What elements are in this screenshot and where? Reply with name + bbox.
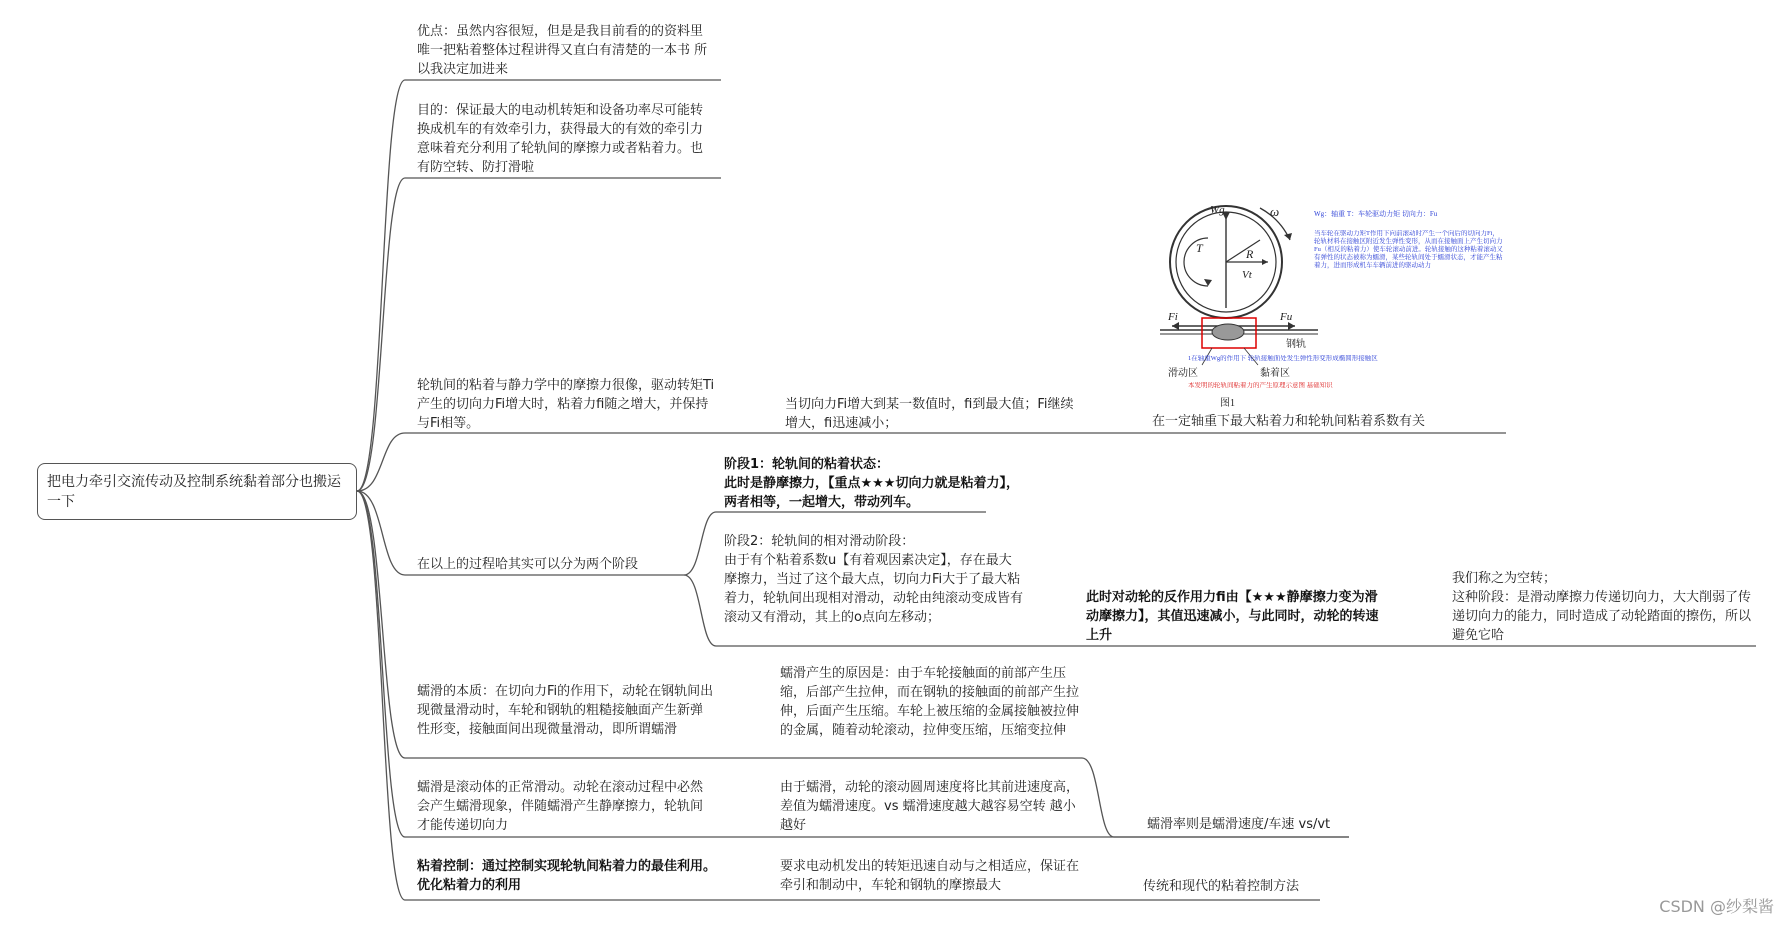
node-control-methods[interactable]: 传统和现代的粘着控制方法 xyxy=(1143,879,1300,894)
torque-arrowhead xyxy=(1204,279,1212,286)
label-torque: T xyxy=(1196,241,1203,255)
omega-arrowhead xyxy=(1284,233,1292,240)
node-two-stages[interactable]: 在以上的过程哈其实可以分为两个阶段 xyxy=(417,557,639,572)
fu-force-arrowhead xyxy=(1288,322,1295,330)
radius-line xyxy=(1226,240,1260,262)
label-fi: Fi xyxy=(1168,311,1178,323)
label-stick-zone: 黏着区 xyxy=(1260,368,1290,379)
node-max-adhesion[interactable]: 在一定轴重下最大粘着力和轮轨间粘着系数有关 xyxy=(1152,414,1426,429)
label-figure-caption: 图1 xyxy=(1220,398,1235,409)
label-rail: 钢轨 xyxy=(1286,339,1306,350)
fi-force-arrowhead xyxy=(1172,322,1179,330)
link-root-adhesion xyxy=(357,433,721,491)
node-creep-speed[interactable]: 由于蠕滑，动轮的滚动圆周速度将比其前进速度高，差值为蠕滑速度。vs 蠕滑速度越大越容易空转 越小越好 xyxy=(780,780,1080,833)
node-advantage[interactable]: 优点：虽然内容很短，但是是我目前看的的资料里唯一把粘着整体过程讲得又直白有清楚的一本书 所以我决定加进来 xyxy=(417,24,708,77)
velocity-arrowhead xyxy=(1262,259,1268,265)
node-adhesion-control[interactable]: 粘着控制：通过控制实现轮轨间粘着力的最佳利用。优化粘着力的利用 xyxy=(417,859,717,893)
node-purpose[interactable]: 目的：保证最大的电动机转矩和设备功率尽可能转换成机车的有效牵引力，获得最大的有效的牵引力意味着充分利用了轮轨间的摩擦力或者粘着力。也有防空转、防打滑啦 xyxy=(417,103,704,175)
node-creep-normal[interactable]: 蠕滑是滚动体的正常滑动。动轮在滚动过程中必然会产生蠕滑现象，伴随蠕滑产生静摩擦力，轮轨间才能传递切向力 xyxy=(417,780,704,833)
note-right: 当车轮在驱动力矩T作用下向前滚动时产生一个向后的切向力Fi，轮轨材料在接触区附近发生弹性变形，从而在接触面上产生切向力Fu（相反的粘着力）使车轮滚动前进。轮轨接触的这种粘着滚动又有弹性的状态被称为蠕滑，某些轮轨间处于蠕滑状态，才能产生粘着力，进而形成机车车辆前进的驱动动力 xyxy=(1314,230,1503,269)
label-fu: Fu xyxy=(1280,311,1293,323)
node-stage2[interactable]: 阶段2：轮轨间的相对滑动阶段： 由于有个粘着系数u【有着观因素决定】，存在最大摩擦力，当过了这个最大点，切向力Fi大于了最大粘着力，轮轨间出现相对滑动，动轮由纯滚动变成皆有滚动又有滑动，其上的o点向左移动； xyxy=(724,534,1024,625)
note-bottom: 1在轴重Wg的作用下 轮轨接触面处发生弹性形变形成椭圆形接触区 xyxy=(1188,355,1378,362)
label-omega: ω xyxy=(1270,204,1280,219)
root-topic[interactable]: 把电力牵引交流传动及控制系统黏着部分也搬运一下 xyxy=(37,463,357,520)
note-top: Wg：轴重 T：车轮驱动力矩 切向力：Fu xyxy=(1314,210,1438,218)
label-wg: Wg xyxy=(1210,204,1225,216)
wheel-rail-figure[interactable] xyxy=(1150,200,1510,410)
label-velocity: Vt xyxy=(1242,269,1252,281)
node-tangent-max[interactable]: 当切向力Fi增大到某一数值时，fi到最大值；Fi继续增大，fi迅速减小； xyxy=(785,397,1074,431)
node-stage1[interactable]: 阶段1：轮轨间的粘着状态： 此时是静摩擦力，【重点★★★切向力就是粘着力】，两者相等，一起增大，带动列车。 xyxy=(724,457,1019,510)
label-slip-zone: 滑动区 xyxy=(1168,368,1198,379)
node-creep-essence[interactable]: 蠕滑的本质：在切向力Fi的作用下，动轮在钢轨间出现微量滑动时，车轮和钢轨的粗糙接触面产生新弹性形变，接触面间出现微量滑动，即所谓蠕滑 xyxy=(417,684,714,737)
label-radius: R xyxy=(1246,247,1254,261)
watermark: CSDN @纱梨酱 xyxy=(1659,897,1774,916)
note-red: 本发明的轮轨间粘着力的产生原理示意图 基础知识 xyxy=(1188,382,1333,389)
link-root-purpose xyxy=(357,178,721,491)
node-reaction-force[interactable]: 此时对动轮的反作用力fi由【★★★静摩擦力变为滑动摩擦力】，其值迅速减小，与此同时，动轮的转速上升 xyxy=(1086,590,1379,643)
node-creep-rate[interactable]: 蠕滑率则是蠕滑速度/车速 vs/vt xyxy=(1147,817,1331,832)
contact-ellipse xyxy=(1212,324,1244,340)
node-creep-cause[interactable]: 蠕滑产生的原因是：由于车轮接触面的前部产生压缩，后部产生拉伸，而在钢轨的接触面的前部产生拉伸，后面产生压缩。车轮上被压缩的金属接触被拉伸的金属，随着动轮滚动，拉伸变压缩，压缩变拉伸 xyxy=(780,666,1080,738)
node-adhesion-static[interactable]: 轮轨间的粘着与静力学中的摩擦力很像，驱动转矩Ti产生的切向力Fi增大时，粘着力fi随之增大，并保持与Fi相等。 xyxy=(417,378,715,431)
node-idle-spin[interactable]: 我们称之为空转； 这种阶段：是滑动摩擦力传递切向力，大大削弱了传递切向力的能力，同时造成了动轮踏面的擦伤，所以避免它哈 xyxy=(1452,571,1752,643)
node-motor-torque[interactable]: 要求电动机发出的转矩迅速自动与之相适应，保证在牵引和制动中，车轮和钢轨的摩擦最大 xyxy=(780,859,1080,893)
